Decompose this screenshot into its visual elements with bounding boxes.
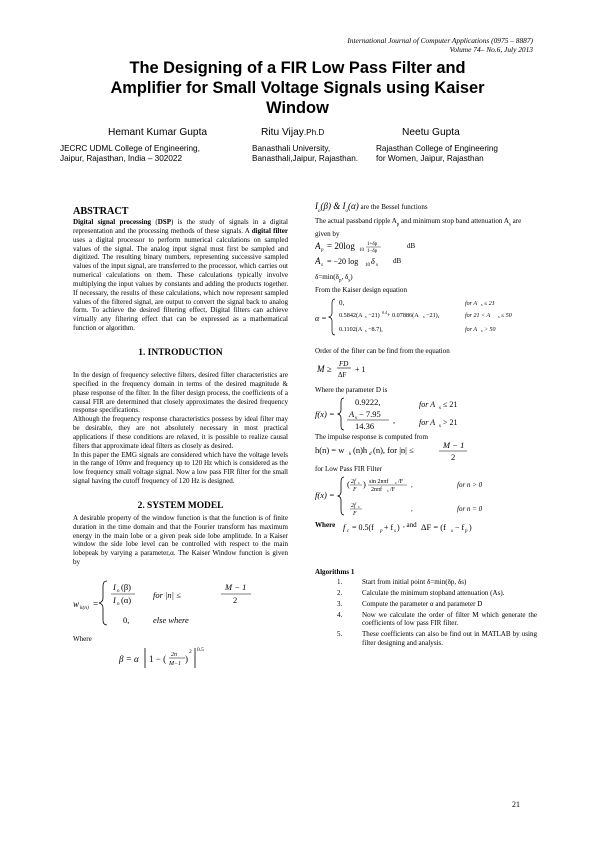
author-1-affil-line-2: Jaipur, Rajasthan, India – 302022: [60, 154, 182, 164]
title-line-3: Window: [266, 99, 329, 117]
journal-volume: Volume 74– No.6, July 2013: [449, 45, 533, 54]
svg-text:10: 10: [359, 247, 364, 253]
beta-equation: [73, 644, 288, 674]
svg-text:/F: /F: [398, 479, 404, 486]
svg-text:for A: for A: [419, 399, 436, 409]
svg-text:s: s: [365, 313, 367, 319]
svg-text:p: p: [465, 529, 468, 535]
algorithm-step-3: [337, 600, 537, 609]
abstract-abbr-open: (: [151, 218, 158, 226]
title-line-2: Amplifier for Small Voltage Signals using Kaiser: [110, 79, 485, 97]
author-3-affil-line-2: for Women, Jaipur, Rajasthan: [376, 154, 484, 164]
alpha-equation: [315, 295, 537, 341]
lowpass-equation-graphic: [315, 474, 537, 518]
author-2-affil: [252, 144, 358, 164]
svg-text:k: k: [349, 452, 352, 458]
lowpass-equation: [315, 474, 537, 518]
svg-text:0,: 0,: [123, 615, 130, 625]
svg-text:s: s: [321, 262, 323, 268]
author-2-affil-line-2: Banasthali,Jaipur, Rajasthan.: [252, 154, 359, 164]
svg-text:f(x) =: f(x) =: [315, 490, 335, 501]
svg-text:10: 10: [365, 262, 370, 268]
svg-text:o: o: [117, 589, 120, 594]
svg-text:,: ,: [411, 481, 413, 490]
svg-text:s: s: [376, 262, 378, 268]
svg-text:−21),: −21),: [426, 311, 440, 319]
svg-text:−8.7),: −8.7),: [368, 325, 383, 333]
author-3-affil-line-1: Rajasthan College of Engineering: [376, 144, 498, 153]
where-line: [315, 520, 537, 534]
svg-text:0,: 0,: [339, 298, 345, 307]
bessel-line: [315, 202, 537, 217]
title-line-1: The Designing of a FIR Low Pass Filter and: [129, 59, 466, 77]
algorithm-list: [337, 578, 537, 648]
author-2: [261, 126, 324, 139]
svg-text:s: s: [498, 313, 500, 319]
svg-text:0.4: 0.4: [382, 309, 387, 315]
svg-text:h(n) = w: h(n) = w: [315, 445, 345, 456]
svg-text:w: w: [73, 599, 80, 609]
impulse-equation: [315, 441, 537, 463]
svg-text:I: I: [113, 595, 116, 605]
intro-para-2: Although the frequency response characteristics possess by ideal filter may be desirable, they are not absolutely necessary in most practical applications if these conditions are relaxed, it is possible to realize causal filters that approximate ideal filters as closely as desired.: [73, 415, 288, 450]
author-3-name: Neetu Gupta: [402, 127, 460, 138]
svg-text:for n = 0: for n = 0: [457, 505, 483, 514]
svg-text:s: s: [439, 405, 441, 411]
svg-text:=: =: [93, 599, 99, 609]
ripple-sub-p: p: [396, 222, 400, 228]
fc-equation-graphic: [343, 520, 403, 534]
svg-text:else where: else where: [153, 615, 189, 625]
svg-text:F: F: [353, 487, 357, 494]
algorithm-step-5: [337, 630, 537, 648]
svg-text:A: A: [349, 408, 355, 419]
page-number: 21: [512, 800, 520, 809]
left-column: [73, 206, 288, 674]
impulse-equation-graphic: [315, 441, 537, 463]
paper-title: [60, 58, 535, 118]
param-d-equation: [315, 395, 537, 433]
algorithm-step-text: Now we calculate the order of filter M which generate the coefficients of low pass FIR filter.: [362, 610, 537, 628]
svg-text:c: c: [387, 488, 389, 494]
algorithm-step-number: 2.: [337, 588, 343, 597]
svg-text:1−δp: 1−δp: [367, 248, 378, 254]
abstract-heading: ABSTRACT: [73, 206, 129, 217]
svg-text:14.36: 14.36: [355, 420, 375, 431]
bessel-text: are the Bessel functions: [360, 203, 428, 211]
svg-text:f(x) =: f(x) =: [315, 408, 335, 419]
delta-sub-p: p: [338, 278, 342, 284]
abstract-term-dsp-abbr: DSP: [157, 218, 172, 226]
abstract-term-filter: digital filter: [251, 226, 288, 235]
algorithm-step-number: 4.: [337, 610, 343, 619]
deltaf-equation-graphic: [421, 520, 491, 534]
delta-sub-s: s: [348, 278, 351, 284]
svg-text:for A: for A: [465, 326, 478, 333]
ripple-equations: [315, 239, 537, 269]
author-2-affil-line-1: Banasthali University,: [252, 144, 331, 153]
svg-text:2: 2: [451, 452, 456, 463]
svg-text:= 20log: = 20log: [327, 240, 355, 251]
svg-text:(α): (α): [121, 595, 132, 605]
svg-text:1 − (: 1 − (: [149, 653, 167, 664]
lowpass-text: for Low Pass FIR Filter: [315, 465, 382, 474]
svg-text:A: A: [315, 240, 321, 251]
ripple-text-2: and minimum stop band attenuation A: [399, 216, 509, 225]
delta-text-2: , δ: [341, 272, 349, 281]
intro-para-3: In this paper the EMG signals are considered which have the voltage levels in the range of 10mv and frequency up to 120 Hz which is considered as the low frequency small voltage signal. Now a low pass FIR filter for the small signal having the cutoff frequency of 120 Hz is designed.: [73, 450, 288, 486]
intro-heading: 1. INTRODUCTION: [138, 347, 223, 358]
order-equation: [315, 356, 537, 382]
svg-text:2f: 2f: [351, 503, 356, 510]
db-unit-2: dB: [393, 256, 402, 265]
intro-para-1: In the design of frequency selective filters, desired filter characteristics are specified in the frequency domain in terms of the desired magnitude & phase response of the filter. In the filter design process, the coefficients of a causal FIR are determined that closely approximates the desired frequency response specifications.: [73, 370, 288, 415]
author-1-affil-line-1: JECRC UDML College of Engineering,: [60, 144, 200, 153]
svg-text:I: I: [113, 582, 116, 592]
author-2-suffix: .Ph.D: [303, 128, 325, 137]
algorithm-heading: Algorithms 1: [315, 568, 355, 577]
svg-text:d: d: [369, 452, 372, 458]
svg-text:s: s: [481, 327, 483, 333]
svg-text:2f: 2f: [351, 479, 356, 486]
svg-text:−21): −21): [368, 311, 380, 319]
svg-text:): ): [469, 523, 472, 533]
svg-text:): ): [363, 479, 366, 490]
author-3-affil: [376, 144, 498, 164]
ripple-text-1: The actual passband ripple A: [315, 216, 397, 225]
db-unit-1: dB: [407, 241, 416, 250]
order-text: Order of the filter can be find from the equation: [315, 346, 450, 355]
ripple-text: [315, 217, 537, 239]
svg-text:s: s: [394, 529, 396, 535]
svg-text:M − 1: M − 1: [443, 441, 465, 451]
system-where: Where: [73, 635, 92, 643]
svg-text:for |n| ≤: for |n| ≤: [153, 590, 181, 600]
kaiser-design-text: From the Kaiser design equation: [315, 285, 407, 294]
svg-text:+ 1: + 1: [355, 364, 366, 374]
svg-text:(: (: [347, 479, 350, 490]
svg-text:o: o: [117, 602, 120, 607]
system-heading: 2. SYSTEM MODEL: [137, 500, 224, 511]
svg-text:0.5842(A: 0.5842(A: [339, 311, 363, 319]
svg-text:= −20 log: = −20 log: [327, 256, 359, 266]
svg-text:(n), for |n| ≤: (n), for |n| ≤: [373, 445, 414, 456]
svg-text:≤ 21: ≤ 21: [443, 399, 458, 409]
svg-text:2: 2: [189, 648, 192, 655]
beta-equation-graphic: [73, 644, 288, 674]
svg-text:k(n): k(n): [80, 605, 89, 611]
ripple-sub-s: s: [508, 222, 511, 228]
kaiser-window-equation: [73, 573, 288, 635]
svg-text:δ: δ: [371, 256, 375, 266]
svg-text:s: s: [355, 415, 357, 421]
svg-text:≤ 21: ≤ 21: [484, 300, 495, 307]
ripple-text-3: are given by: [315, 216, 522, 238]
svg-text:(β): (β): [121, 582, 131, 592]
author-2-name: Ritu Vijay: [261, 127, 304, 138]
and-text: , and: [403, 521, 417, 530]
svg-text:0.1102(A: 0.1102(A: [339, 325, 363, 333]
bessel-symbols: $I_o(\beta)$ & $I_o(\alpha)$: [315, 201, 359, 214]
svg-text:): ): [185, 653, 188, 664]
algorithm-step-text: Start from initial point δ=min(δp, δs): [362, 578, 467, 587]
abstract-text: [73, 218, 288, 333]
algorithm-step-text: Calculate the minimum stopband attenuation (As).: [362, 588, 505, 597]
svg-text:s: s: [423, 313, 425, 319]
algorithm-step-text: These coefficients can also be find out in MATLAB by using filter designing and analysis.: [362, 630, 537, 648]
svg-text:c: c: [358, 480, 360, 486]
svg-text:> 50: > 50: [484, 326, 496, 333]
svg-text:p: p: [321, 247, 324, 253]
svg-text:ΔF = (f: ΔF = (f: [421, 522, 446, 533]
svg-text:for 21 < A: for 21 < A: [465, 312, 491, 319]
svg-text:M−1: M−1: [169, 660, 182, 667]
svg-text:2: 2: [233, 595, 238, 605]
impulse-text: The impulse response is computed from: [315, 432, 428, 441]
delta-definition: [315, 273, 537, 286]
kaiser-equation-graphic: [73, 573, 288, 635]
abstract-text-1: ) is the study of signals in a digital representation and the processing methods of these signals. A: [73, 218, 289, 235]
svg-text:/F: /F: [390, 487, 396, 494]
journal-name: International Journal of Computer Applications (0975 – 8887): [347, 36, 533, 45]
svg-text:c: c: [395, 480, 397, 486]
delta-text-3: ): [350, 272, 353, 281]
svg-text:− f: − f: [455, 523, 465, 533]
svg-text:s: s: [451, 529, 453, 535]
svg-text:,: ,: [393, 414, 396, 425]
svg-text:(n)h: (n)h: [353, 445, 368, 456]
svg-text:FD: FD: [339, 359, 349, 368]
svg-text:s: s: [481, 301, 483, 307]
algorithm-step-number: 3.: [337, 599, 343, 608]
abstract-term-dsp: Digital signal processing: [73, 218, 152, 226]
abstract-text-2: uses a digital processor to perform numerical calculations on sampled values of the signal. The analog input signal must first be sampled and digitized. The resulting binary numbers, representing successive sampled values of the input signal, are transferred to the processor, which carries out numerical calculations on them. These calculations typically involve multiplying the input values by constants and adding the products together. If necessary, the results of these calculations, which now represent sampled values of the filtered signal, are output to convert the signal back to analog form. To achieve the desired filtering effect, Digital filters can achieve virtually any filtering effect that can be expressed as a mathematical function or algorithm.: [73, 235, 288, 333]
svg-text:0.9222,: 0.9222,: [355, 396, 381, 407]
svg-text:M − 1: M − 1: [225, 582, 247, 592]
algorithm-block: [315, 568, 537, 648]
svg-text:≤ 50: ≤ 50: [501, 312, 512, 319]
author-1-name: Hemant Kumar Gupta: [108, 127, 208, 138]
delta-text-1: δ=min(δ: [315, 272, 339, 281]
svg-text:s: s: [365, 327, 367, 333]
author-1: [74, 126, 207, 139]
svg-text:ΔF: ΔF: [338, 370, 347, 379]
alpha-equation-graphic: [315, 295, 537, 341]
svg-text:β = α: β = α: [119, 653, 139, 664]
algorithm-step-text: Compute the parameter α and parameter D: [362, 599, 483, 608]
svg-text:for n > 0: for n > 0: [457, 481, 483, 490]
svg-text:2nπf: 2nπf: [371, 487, 383, 494]
svg-text:2n: 2n: [171, 651, 177, 658]
svg-text:sin 2nπf: sin 2nπf: [369, 479, 389, 486]
algorithm-step-2: [337, 589, 537, 598]
svg-text:for A: for A: [465, 300, 478, 307]
svg-text:α =: α =: [315, 313, 327, 323]
algorithm-step-1: [337, 578, 537, 587]
svg-text:): ): [397, 523, 400, 533]
param-text: Where the parameter D is: [315, 385, 388, 394]
svg-text:p: p: [380, 529, 383, 535]
order-equation-graphic: [315, 356, 435, 382]
svg-text:c: c: [358, 504, 360, 510]
svg-text:0.5: 0.5: [197, 646, 204, 653]
svg-text:s: s: [439, 423, 441, 429]
svg-text:1+δp: 1+δp: [367, 241, 378, 247]
where-label: Where: [315, 521, 336, 530]
svg-text:> 21: > 21: [443, 417, 458, 427]
svg-text:M ≥: M ≥: [317, 363, 332, 374]
svg-text:c: c: [347, 529, 350, 535]
svg-text:− 7.95: − 7.95: [359, 408, 381, 419]
svg-text:F: F: [353, 511, 357, 518]
algorithm-step-number: 1.: [337, 578, 343, 587]
svg-text:,: ,: [411, 505, 413, 514]
svg-text:+ 0.07886(A: + 0.07886(A: [387, 311, 419, 319]
svg-text:+ f: + f: [384, 523, 394, 533]
svg-text:f: f: [343, 522, 346, 533]
author-3: [402, 126, 460, 139]
algorithm-step-number: 5.: [337, 630, 343, 639]
param-d-equation-graphic: [315, 395, 537, 433]
svg-text:A: A: [315, 255, 321, 266]
right-column: [315, 202, 537, 650]
author-1-affil: [60, 144, 200, 164]
svg-text:= 0.5(f: = 0.5(f: [352, 523, 374, 533]
system-para-1: A desirable property of the window function is that the function is of finite duration in the time domain and that the Fourier transform has maximum energy in the main lobe or a given peak side lobe amplitude. In a Kaiser window the side lobe level can be controlled with respect to the main lobepeak by varying a parameter,α. The Kaiser Window function is given by: [73, 513, 288, 567]
algorithm-step-4: [337, 611, 537, 629]
svg-text:for A: for A: [419, 417, 436, 427]
